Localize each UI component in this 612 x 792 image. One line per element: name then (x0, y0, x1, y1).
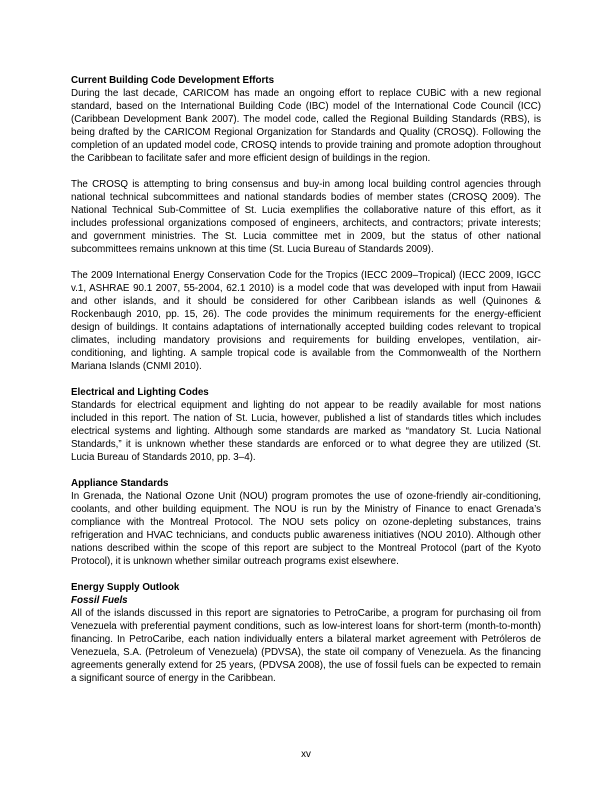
heading-current-building-code-development-efforts: Current Building Code Development Efforts (71, 75, 275, 86)
paragraph-building-code-3: The 2009 International Energy Conservation Code for the Tropics (IECC 2009–Tropical) (IECC 2009, IGCC v.1, ASHRAE 90.1 2007, 55-2004, 62.1 2010) is a model code that was developed with input from Hawaii and other islands, and it should be considered for other Caribbean islands as well (Quinones & Rockenbaugh 2010, pp. 15, 26). The code provides the minimum requirements for the energy-efficient design of buildings. It contains adaptations of internationally accepted building codes relevant to tropical climates, including mandatory provisions and requirements for building envelopes, ventilation, air-conditioning, and lighting. A sample tropical code is available from the Commonwealth of the Northern Mariana Islands (CNMI 2010). (71, 270, 541, 372)
paragraph-electrical-codes: Standards for electrical equipment and lighting do not appear to be readily available for most nations included in this report. The nation of St. Lucia, however, published a list of standards titles which includes electrical systems and lighting. Although some standards are marked as “mandatory St. Lucia National Standards,” it is unknown whether these standards are enforced or to what degree they are utilized (St. Lucia Bureau of Standards 2010, pp. 3–4). (71, 400, 541, 463)
page-number: xv (301, 749, 311, 760)
paragraph-building-code-1: During the last decade, CARICOM has made an ongoing effort to replace CUBiC with a new regional standard, based on the International Building Code (IBC) model of the International Code Council (ICC) (Caribbean Development Bank 2007). The model code, called the Regional Building Standards (RBS), is being drafted by the CARICOM Regional Organization for Standards and Quality (CROSQ). Following the completion of an updated model code, CROSQ intends to provide training and promote adoption throughout the Caribbean to facilitate safer and more efficient design of buildings in the region. (71, 88, 541, 164)
paragraph-fossil-fuels: All of the islands discussed in this report are signatories to PetroCaribe, a program for purchasing oil from Venezuela with preferential payment conditions, such as low-interest loans for short-term (month-to-month) financing. In PetroCaribe, each nation individually enters a bilateral market agreement with Petróleros de Venezuela, S.A. (Petroleum of Venezuela) (PDVSA), the state oil company of Venezuela. As the financing agreements generally extend for 25 years, (PDVSA 2008), the use of fossil fuels can be expected to remain a significant source of energy in the Caribbean. (71, 608, 541, 684)
heading-electrical-and-lighting-codes: Electrical and Lighting Codes (71, 387, 209, 398)
paragraph-building-code-2: The CROSQ is attempting to bring consensus and buy-in among local building control agencies through national technical subcommittees and national standards bodies of member states (CROSQ 2009). The National Technical Sub-Committee of St. Lucia exemplifies the collaborative nature of this effort, as it includes professional organizations composed of engineers, architects, and contractors; private interests; and government ministries. The St. Lucia committee met in 2009, but the status of other national subcommittees remains unknown at this time (St. Lucia Bureau of Standards 2009). (71, 179, 541, 255)
heading-appliance-standards: Appliance Standards (71, 478, 169, 489)
subheading-fossil-fuels: Fossil Fuels (71, 595, 128, 606)
document-body (71, 74, 541, 685)
paragraph-appliance-standards: In Grenada, the National Ozone Unit (NOU) program promotes the use of ozone-friendly air-conditioning, coolants, and other building equipment. The NOU is run by the Ministry of Finance to enact Grenada’s compliance with the Montreal Protocol. The NOU sets policy on ozone-depleting substances, trains refrigeration and HVAC technicians, and conducts public awareness initiatives (NOU 2010). Although other nations described within the scope of this report are subject to the Montreal Protocol (part of the Kyoto Protocol), it is unknown whether similar outreach programs exist elsewhere. (71, 491, 541, 567)
heading-energy-supply-outlook: Energy Supply Outlook (71, 582, 180, 593)
